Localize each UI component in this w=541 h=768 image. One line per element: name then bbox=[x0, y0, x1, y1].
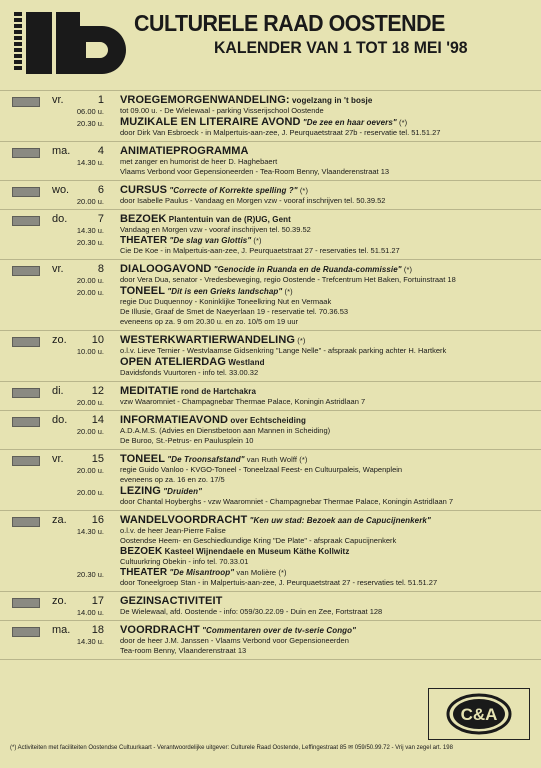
entry-detail: A.D.A.M.S. (Advies en Dienstbetoon aan Mannen in Scheiding) bbox=[120, 426, 331, 435]
entry-time: 20.30 u. bbox=[76, 570, 104, 579]
entry-weekday: zo. bbox=[52, 595, 67, 607]
entry-detail: door de heer J.M. Janssen - Vlaams Verbond voor Gepensioneerden bbox=[120, 636, 349, 645]
entry-weekday: di. bbox=[52, 385, 64, 397]
event-name: CURSUS bbox=[120, 184, 168, 196]
entry-time: 14.30 u. bbox=[76, 527, 104, 536]
calendar-entry bbox=[0, 411, 541, 450]
entry-date: 12 bbox=[91, 385, 104, 397]
event-subtitle: Kasteel Wijnendaele en Museum Käthe Kollwitz bbox=[162, 547, 350, 556]
event-subtitle: "Commentaren over de tv-serie Congo" bbox=[199, 626, 357, 635]
event-title bbox=[120, 453, 541, 465]
page-subtitle: KALENDER VAN 1 TOT 18 MEI '98 bbox=[214, 38, 468, 57]
entry-date: 16 bbox=[91, 514, 104, 526]
event-title bbox=[120, 485, 541, 497]
event-title bbox=[120, 334, 541, 346]
entry-weekday: do. bbox=[52, 213, 68, 225]
entry-content bbox=[76, 260, 541, 330]
entry-date: 10 bbox=[91, 334, 104, 346]
entry-date: 15 bbox=[91, 453, 104, 465]
entry-detail: Cie De Koe - in Malpertuis-aan-zee, J. Peurquaetstraat 27 - reservaties tel. 51.51.27 bbox=[120, 246, 400, 255]
calendar-entry bbox=[0, 621, 541, 660]
entry-weekday: vr. bbox=[52, 453, 64, 465]
entry-marker bbox=[12, 216, 40, 226]
event-subtitle: "Genocide in Ruanda en de Ruanda-commissie" bbox=[211, 265, 402, 274]
culturele-raad-logo bbox=[14, 12, 132, 74]
entry-content bbox=[76, 91, 541, 141]
event-title bbox=[120, 235, 541, 246]
entry-marker bbox=[12, 148, 40, 158]
event-title bbox=[120, 624, 541, 636]
entry-date: 6 bbox=[97, 184, 104, 196]
entry-time: 20.30 u. bbox=[76, 119, 104, 128]
event-title bbox=[120, 514, 541, 526]
sponsor-name: C&A bbox=[460, 705, 498, 724]
entry-marker bbox=[12, 417, 40, 427]
calendar-list bbox=[0, 90, 541, 660]
entry-detail: De Illusie, Graaf de Smet de Naeyerlaan 19 - reservatie tel. 70.36.53 bbox=[120, 307, 349, 316]
event-name: TONEEL bbox=[120, 453, 166, 465]
calendar-entry bbox=[0, 142, 541, 181]
entry-time: 10.00 u. bbox=[76, 347, 104, 356]
event-subtitle: over Echtscheiding bbox=[228, 416, 306, 425]
calendar-entry bbox=[0, 260, 541, 331]
page-title: CULTURELE RAAD OOSTENDE bbox=[134, 10, 445, 36]
entry-detail: De Buroo, St.-Petrus- en Paulusplein 10 bbox=[120, 436, 254, 445]
entry-date: 7 bbox=[97, 213, 104, 225]
event-name: GEZINSACTIVITEIT bbox=[120, 595, 223, 607]
event-note: (*) bbox=[297, 186, 309, 195]
entry-time: 20.00 u. bbox=[76, 197, 104, 206]
ca-logo-icon bbox=[429, 689, 529, 739]
entry-time: 06.00 u. bbox=[76, 107, 104, 116]
calendar-entry bbox=[0, 382, 541, 411]
event-name: TONEEL bbox=[120, 285, 166, 297]
event-name: VROEGEMORGENWANDELING: bbox=[120, 94, 290, 106]
event-name: BEZOEK bbox=[120, 213, 167, 225]
entry-detail: vzw Waaromniet - Champagnebar Thermae Palace, Koningin Astridlaan 7 bbox=[120, 397, 366, 406]
event-name: VOORDRACHT bbox=[120, 624, 200, 636]
entry-time: 14.00 u. bbox=[76, 608, 104, 617]
entry-date: 8 bbox=[97, 263, 104, 275]
entry-detail: regie Guido Vanloo - KVGO-Toneel - Toneelzaal Feest- en Cultuurpaleis, Wapenplein bbox=[120, 465, 403, 474]
event-title bbox=[120, 145, 541, 157]
entry-date: 4 bbox=[97, 145, 104, 157]
entry-marker bbox=[12, 266, 40, 276]
entry-detail: met zanger en humorist de heer D. Haghebaert bbox=[120, 157, 278, 166]
event-name: INFORMATIEAVOND bbox=[120, 414, 229, 426]
entry-time: 14.30 u. bbox=[76, 637, 104, 646]
event-name: ANIMATIEPROGRAMMA bbox=[120, 145, 249, 157]
event-subtitle: Westland bbox=[226, 358, 265, 367]
event-name: DIALOOGAVOND bbox=[120, 263, 212, 275]
entry-date: 14 bbox=[91, 414, 104, 426]
entry-detail: door Dirk Van Esbroeck - in Malpertuis-aan-zee, J. Peurquaetstraat 27b - reservatie tel. 51.51.27 bbox=[120, 128, 441, 137]
calendar-entry bbox=[0, 181, 541, 210]
entry-date: 1 bbox=[97, 94, 104, 106]
event-note: (*) bbox=[401, 265, 413, 274]
calendar-entry bbox=[0, 592, 541, 621]
entry-content bbox=[76, 142, 541, 180]
event-name: THEATER bbox=[120, 567, 168, 578]
event-title bbox=[120, 567, 541, 578]
event-name: MEDITATIE bbox=[120, 385, 179, 397]
calendar-entry bbox=[0, 331, 541, 382]
event-note: (*) bbox=[396, 118, 408, 127]
entry-weekday: ma. bbox=[52, 624, 71, 636]
entry-content bbox=[76, 210, 541, 259]
entry-time: 20.00 u. bbox=[76, 466, 104, 475]
event-name: WESTERKWARTIERWANDELING bbox=[120, 334, 296, 346]
entry-time: 20.00 u. bbox=[76, 488, 104, 497]
entry-marker bbox=[12, 187, 40, 197]
entry-detail: eveneens op za. 9 om 20.30 u. en zo. 10/5 om 19 uur bbox=[120, 317, 299, 326]
event-subtitle: "Dit is een Grieks landschap" bbox=[165, 287, 283, 296]
entry-detail: Tea-room Benny, Vlaanderenstraat 13 bbox=[120, 646, 247, 655]
event-note: van Ruth Wolff (*) bbox=[244, 455, 308, 464]
entry-weekday: do. bbox=[52, 414, 68, 426]
event-title bbox=[120, 414, 541, 426]
calendar-entry bbox=[0, 210, 541, 260]
entry-marker bbox=[12, 97, 40, 107]
entry-detail: tot 09.00 u. - De Wielewaal - parking Visserijschool Oostende bbox=[120, 106, 324, 115]
entry-detail: Vlaams Verbond voor Gepensioneerden - Tea-Room Benny, Vlaanderenstraat 13 bbox=[120, 167, 390, 176]
entry-content bbox=[76, 331, 541, 381]
event-note: (*) bbox=[295, 336, 306, 345]
event-name: WANDELVOORDRACHT bbox=[120, 514, 248, 526]
event-title bbox=[120, 116, 541, 128]
event-name: LEZING bbox=[120, 485, 161, 497]
entry-content bbox=[76, 181, 541, 209]
entry-marker bbox=[12, 517, 40, 527]
entry-weekday: ma. bbox=[52, 145, 71, 157]
event-note: van Molière (*) bbox=[234, 568, 287, 577]
entry-detail: Davidsfonds Vuurtoren - info tel. 33.00.32 bbox=[120, 368, 259, 377]
entry-marker bbox=[12, 598, 40, 608]
calendar-entry bbox=[0, 90, 541, 142]
event-title bbox=[120, 263, 541, 275]
event-title bbox=[120, 285, 541, 297]
entry-weekday: vr. bbox=[52, 94, 64, 106]
entry-detail: Oostendse Heem- en Geschiedkundige Kring "De Plate" - afspraak Capucijnenkerk bbox=[120, 536, 397, 545]
entry-time: 20.30 u. bbox=[76, 238, 104, 247]
entry-detail: door Vera Dua, senator - Vredesbeweging, regio Oostende - Trefcentrum Het Baken, Fortuinstraat 18 bbox=[120, 275, 456, 284]
entry-detail: door Isabelle Paulus - Vandaag en Morgen vzw - vooraf inschrijven tel. 50.39.52 bbox=[120, 196, 386, 205]
entry-time: 14.30 u. bbox=[76, 158, 104, 167]
event-title bbox=[120, 356, 541, 368]
entry-time: 20.00 u. bbox=[76, 276, 104, 285]
event-subtitle: "Druiden" bbox=[160, 487, 202, 496]
entry-marker bbox=[12, 337, 40, 347]
event-subtitle: "Correcte of Korrekte spelling ?" bbox=[167, 186, 298, 195]
entry-marker bbox=[12, 456, 40, 466]
entry-detail: door Toneelgroep Stan - in Malpertuis-aan-zee, J. Peurquaetstraat 27 - reservaties tel. 51.51.27 bbox=[120, 578, 438, 587]
event-title bbox=[120, 184, 541, 196]
sponsor-box bbox=[428, 688, 530, 740]
entry-marker bbox=[12, 388, 40, 398]
entry-time: 20.00 u. bbox=[76, 427, 104, 436]
event-title bbox=[120, 595, 541, 607]
entry-marker bbox=[12, 627, 40, 637]
entry-weekday: za. bbox=[52, 514, 67, 526]
entry-detail: regie Duc Duquennoy - Koninklijke Toneelkring Nut en Vermaak bbox=[120, 297, 332, 306]
event-title bbox=[120, 385, 541, 397]
event-title bbox=[120, 546, 541, 557]
calendar-entry bbox=[0, 511, 541, 592]
event-title bbox=[120, 213, 541, 225]
event-subtitle: vogelzang in 't bosje bbox=[289, 96, 373, 105]
entry-detail: o.l.v. Lieve Ternier - Westvlaamse Gidsenkring "Lange Nelle" - afspraak parking achter H. Hartkerk bbox=[120, 346, 447, 355]
event-subtitle: "De Misantroop" bbox=[167, 568, 235, 577]
event-name: BEZOEK bbox=[120, 546, 163, 557]
event-subtitle: Plantentuin van de (R)UG, Gent bbox=[166, 215, 291, 224]
event-subtitle: rond de Hartchakra bbox=[178, 387, 257, 396]
entry-date: 18 bbox=[91, 624, 104, 636]
event-subtitle: "De zee en haar oevers" bbox=[300, 118, 397, 127]
entry-detail: door Chantal Hoyberghs - vzw Waaromniet - Champagnebar Thermae Palace, Koningin Astridlaan 7 bbox=[120, 497, 454, 506]
event-subtitle: "Ken uw stad: Bezoek aan de Capucijnenkerk" bbox=[247, 516, 431, 525]
entry-time: 20.00 u. bbox=[76, 288, 104, 297]
event-name: THEATER bbox=[120, 235, 168, 246]
event-note: (*) bbox=[282, 287, 293, 296]
event-subtitle: "De slag van Glottis" bbox=[167, 236, 252, 245]
event-title bbox=[120, 94, 541, 106]
entry-detail: De Wielewaal, afd. Oostende - info: 059/30.22.09 - Duin en Zee, Fortstraat 128 bbox=[120, 607, 383, 616]
entry-detail: Vandaag en Morgen vzw - vooraf inschrijven tel. 50.39.52 bbox=[120, 225, 311, 234]
entry-weekday: vr. bbox=[52, 263, 64, 275]
entry-time: 14.30 u. bbox=[76, 226, 104, 235]
entry-date: 17 bbox=[91, 595, 104, 607]
entry-weekday: zo. bbox=[52, 334, 67, 346]
event-name: MUZIKALE EN LITERAIRE AVOND bbox=[120, 116, 301, 128]
event-note: (*) bbox=[251, 236, 262, 245]
event-subtitle: "De Troonsafstand" bbox=[165, 455, 245, 464]
entry-weekday: wo. bbox=[52, 184, 70, 196]
entry-time: 20.00 u. bbox=[76, 398, 104, 407]
footer-note: (*) Activiteiten met faciliteiten Oostendse Cultuurkaart - Verantwoordelijke uitgever: Culturele Raad Oostende, Leffingestraat 85 ✉ 059/50.99.72 - Vrij van zegel art. 198 bbox=[10, 745, 453, 751]
entry-detail: Cultuurkring Obekin - info tel. 70.33.01 bbox=[120, 557, 249, 566]
event-name: OPEN ATELIERDAG bbox=[120, 356, 227, 368]
entry-detail: o.l.v. de heer Jean-Pierre Falise bbox=[120, 526, 226, 535]
entry-detail: eveneens op za. 16 en zo. 17/5 bbox=[120, 475, 225, 484]
calendar-entry bbox=[0, 450, 541, 511]
